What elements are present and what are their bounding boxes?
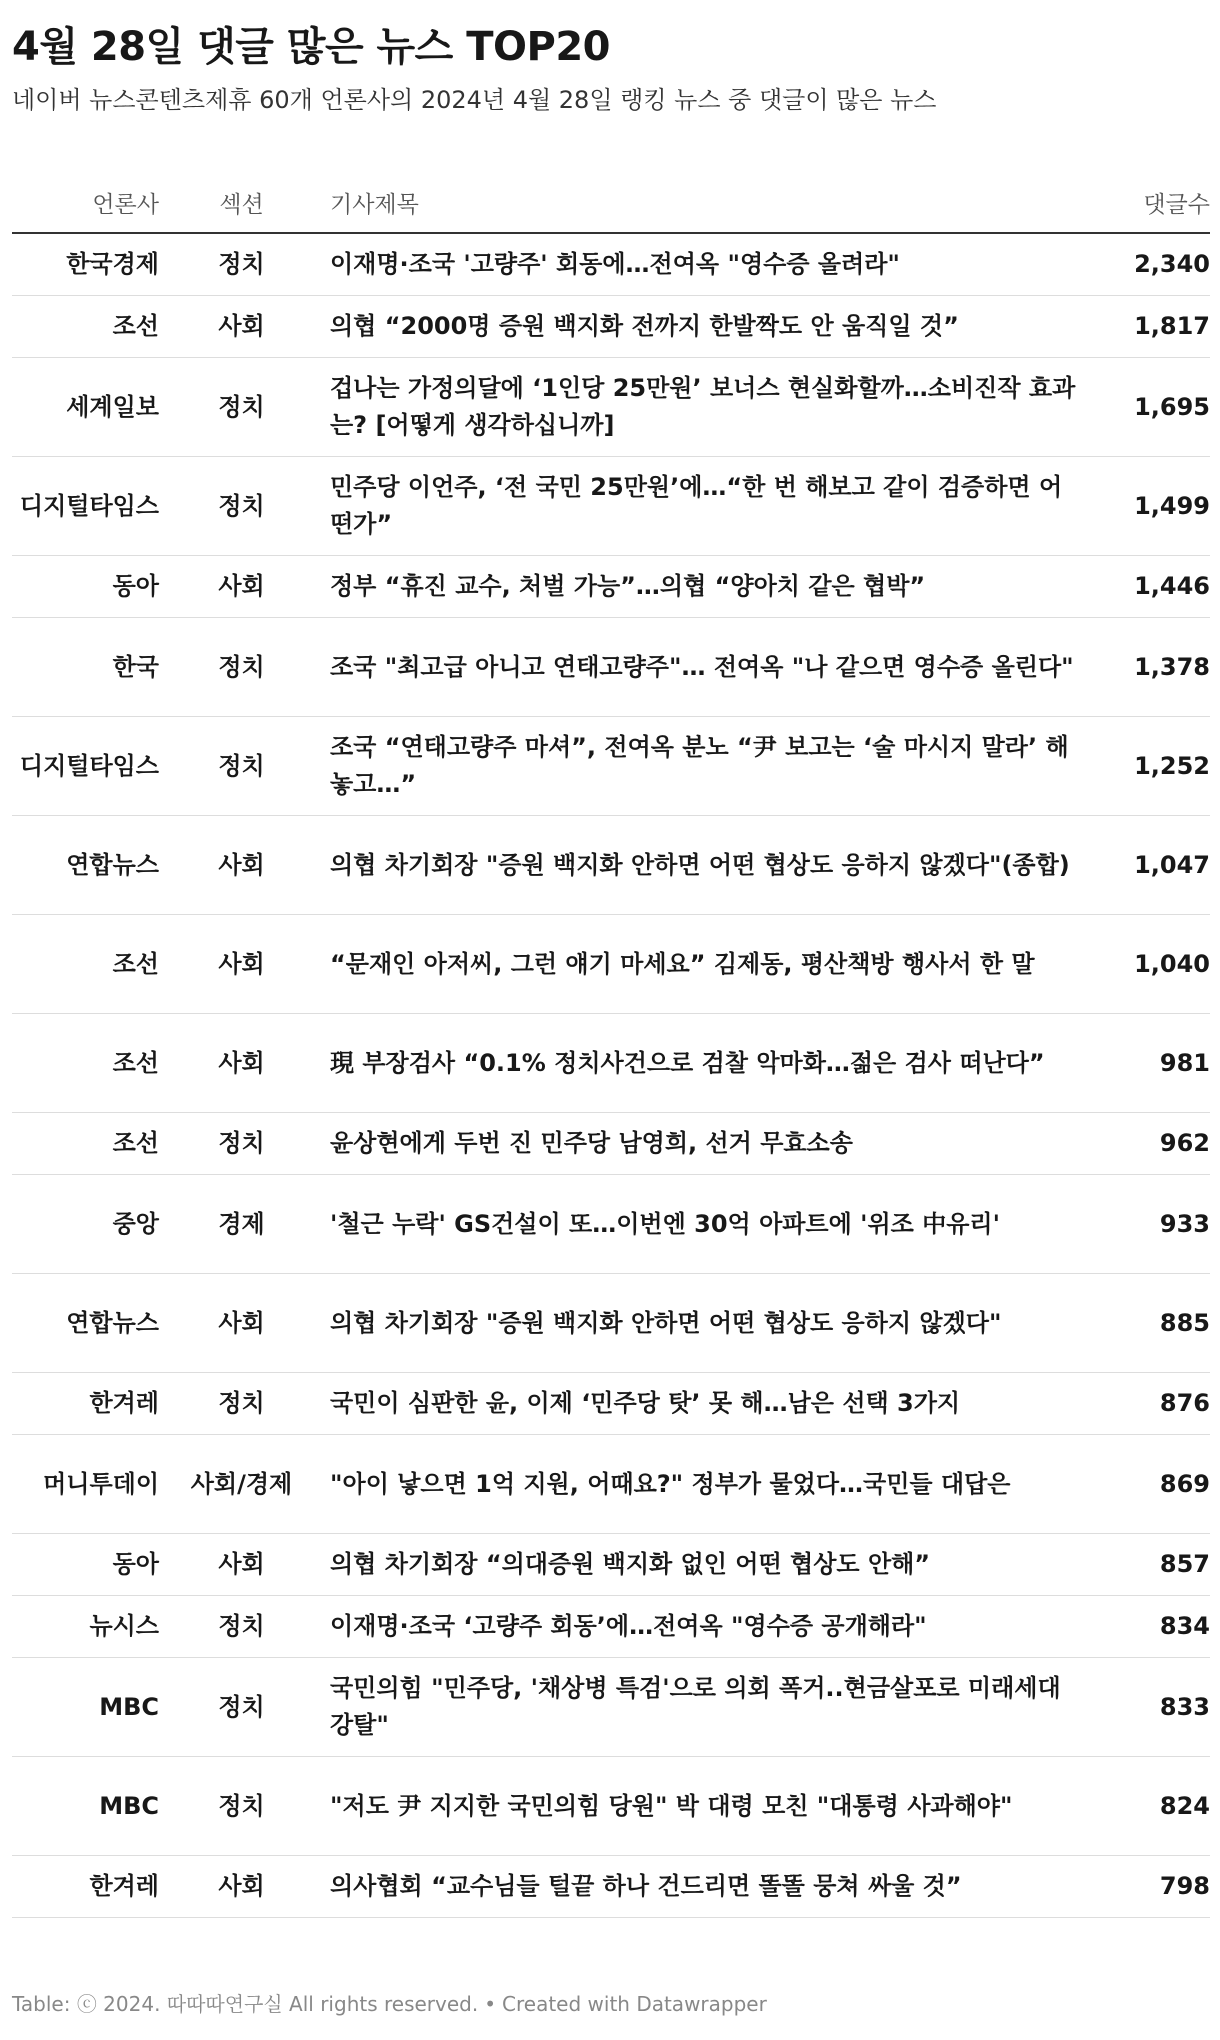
cell-outlet: 머니투데이 (12, 1435, 159, 1534)
cell-outlet: 뉴시스 (12, 1596, 159, 1658)
cell-section: 정치 (159, 233, 324, 296)
cell-outlet: 중앙 (12, 1175, 159, 1274)
cell-title: 조국 "최고급 아니고 연태고량주"… 전여옥 "나 같으면 영수증 올린다" (324, 618, 1094, 717)
cell-title: 의협 차기회장 "증원 백지화 안하면 어떤 협상도 응하지 않겠다"(종합) (324, 816, 1094, 915)
page-title: 4월 28일 댓글 많은 뉴스 TOP20 (12, 24, 611, 70)
cell-section: 사회 (159, 1014, 324, 1113)
cell-comments: 834 (1094, 1596, 1210, 1658)
table-row (12, 717, 1210, 816)
page-container (12, 0, 1210, 1918)
cell-section: 정치 (159, 358, 324, 457)
cell-outlet: 한국 (12, 618, 159, 717)
cell-section: 정치 (159, 1373, 324, 1435)
cell-title: 이재명·조국 ‘고량주 회동’에…전여옥 "영수증 공개해라" (324, 1596, 1094, 1658)
table-row (12, 358, 1210, 457)
cell-section: 정치 (159, 717, 324, 816)
cell-outlet: 동아 (12, 1534, 159, 1596)
cell-section: 정치 (159, 457, 324, 556)
column-header-outlet[interactable]: 언론사 (12, 172, 159, 233)
column-header-title[interactable]: 기사제목 (324, 172, 1094, 233)
cell-outlet: 디지털타임스 (12, 457, 159, 556)
cell-outlet: 한국경제 (12, 233, 159, 296)
cell-title: 정부 “휴진 교수, 처벌 가능”…의협 “양아치 같은 협박” (324, 556, 1094, 618)
cell-section: 사회 (159, 1274, 324, 1373)
cell-comments: 876 (1094, 1373, 1210, 1435)
table-row (12, 1175, 1210, 1274)
table-row (12, 1435, 1210, 1534)
cell-title: 민주당 이언주, ‘전 국민 25만원’에…“한 번 해보고 같이 검증하면 어떤가” (324, 457, 1094, 556)
cell-section: 정치 (159, 618, 324, 717)
cell-title: '철근 누락' GS건설이 또…이번엔 30억 아파트에 '위조 中유리' (324, 1175, 1094, 1274)
cell-title: 의협 차기회장 "증원 백지화 안하면 어떤 협상도 응하지 않겠다" (324, 1274, 1094, 1373)
cell-comments: 857 (1094, 1534, 1210, 1596)
footer (12, 1990, 767, 2018)
cell-title: “문재인 아저씨, 그런 얘기 마세요” 김제동, 평산책방 행사서 한 말 (324, 915, 1094, 1014)
cell-comments: 962 (1094, 1113, 1210, 1175)
cell-outlet: 조선 (12, 915, 159, 1014)
cell-section: 정치 (159, 1757, 324, 1856)
cell-comments: 1,252 (1094, 717, 1210, 816)
cell-title: 의사협회 “교수님들 털끝 하나 건드리면 똘똘 뭉쳐 싸울 것” (324, 1856, 1094, 1918)
cell-comments: 981 (1094, 1014, 1210, 1113)
cell-title: 조국 “연태고량주 마셔”, 전여옥 분노 “尹 보고는 ‘술 마시지 말라’ 해놓고…” (324, 717, 1094, 816)
cell-section: 경제 (159, 1175, 324, 1274)
cell-outlet: 조선 (12, 296, 159, 358)
cell-comments: 1,378 (1094, 618, 1210, 717)
cell-section: 정치 (159, 1113, 324, 1175)
cell-title: 국민의힘 "민주당, '채상병 특검'으로 의회 폭거..현금살포로 미래세대 강탈" (324, 1658, 1094, 1757)
cell-comments: 798 (1094, 1856, 1210, 1918)
cell-section: 정치 (159, 1658, 324, 1757)
cell-outlet: 조선 (12, 1113, 159, 1175)
table-row (12, 1373, 1210, 1435)
cell-title: 의협 차기회장 “의대증원 백지화 없인 어떤 협상도 안해” (324, 1534, 1094, 1596)
table-row (12, 816, 1210, 915)
cell-comments: 869 (1094, 1435, 1210, 1534)
footer-separator: • (484, 1992, 497, 2016)
column-header-comments[interactable]: 댓글수 (1094, 172, 1210, 233)
cell-section: 사회 (159, 556, 324, 618)
page-subtitle: 네이버 뉴스콘텐츠제휴 60개 언론사의 2024년 4월 28일 랭킹 뉴스 중 댓글이 많은 뉴스 (12, 86, 937, 114)
table-row (12, 1534, 1210, 1596)
footer-source: Table: ⓒ 2024. 따따따연구실 All rights reserved. (12, 1992, 479, 2016)
footer-credit-link[interactable]: Created with Datawrapper (502, 1992, 767, 2016)
cell-title: 의협 “2000명 증원 백지화 전까지 한발짝도 안 움직일 것” (324, 296, 1094, 358)
table-row (12, 915, 1210, 1014)
cell-outlet: 세계일보 (12, 358, 159, 457)
cell-outlet: 동아 (12, 556, 159, 618)
table-row (12, 618, 1210, 717)
cell-section: 사회 (159, 296, 324, 358)
cell-comments: 933 (1094, 1175, 1210, 1274)
table-row (12, 1113, 1210, 1175)
cell-comments: 1,040 (1094, 915, 1210, 1014)
cell-outlet: MBC (12, 1757, 159, 1856)
cell-title: 現 부장검사 “0.1% 정치사건으로 검찰 악마화…젊은 검사 떠난다” (324, 1014, 1094, 1113)
cell-section: 사회 (159, 1856, 324, 1918)
cell-outlet: 한겨레 (12, 1373, 159, 1435)
cell-comments: 1,817 (1094, 296, 1210, 358)
cell-section: 사회/경제 (159, 1435, 324, 1534)
table-row (12, 1274, 1210, 1373)
cell-section: 사회 (159, 1534, 324, 1596)
cell-outlet: 연합뉴스 (12, 1274, 159, 1373)
table-row (12, 296, 1210, 358)
cell-section: 사회 (159, 816, 324, 915)
cell-title: 겁나는 가정의달에 ‘1인당 25만원’ 보너스 현실화할까…소비진작 효과는? [어떻게 생각하십니까] (324, 358, 1094, 457)
cell-comments: 1,446 (1094, 556, 1210, 618)
cell-section: 정치 (159, 1596, 324, 1658)
table-row (12, 1658, 1210, 1757)
cell-comments: 833 (1094, 1658, 1210, 1757)
table-row (12, 556, 1210, 618)
cell-comments: 1,047 (1094, 816, 1210, 915)
cell-comments: 885 (1094, 1274, 1210, 1373)
table-row (12, 233, 1210, 296)
table-row (12, 1596, 1210, 1658)
cell-outlet: MBC (12, 1658, 159, 1757)
table-header-row (12, 172, 1210, 233)
cell-comments: 1,499 (1094, 457, 1210, 556)
cell-outlet: 연합뉴스 (12, 816, 159, 915)
table-row (12, 1757, 1210, 1856)
cell-comments: 824 (1094, 1757, 1210, 1856)
cell-section: 사회 (159, 915, 324, 1014)
cell-comments: 1,695 (1094, 358, 1210, 457)
cell-comments: 2,340 (1094, 233, 1210, 296)
cell-outlet: 한겨레 (12, 1856, 159, 1918)
cell-outlet: 조선 (12, 1014, 159, 1113)
column-header-section[interactable]: 섹션 (159, 172, 324, 233)
cell-title: "저도 尹 지지한 국민의힘 당원" 박 대령 모친 "대통령 사과해야" (324, 1757, 1094, 1856)
cell-title: 이재명·조국 '고량주' 회동에…전여옥 "영수증 올려라" (324, 233, 1094, 296)
cell-title: "아이 낳으면 1억 지원, 어때요?" 정부가 물었다…국민들 대답은 (324, 1435, 1094, 1534)
table-row (12, 1014, 1210, 1113)
cell-title: 윤상현에게 두번 진 민주당 남영희, 선거 무효소송 (324, 1113, 1094, 1175)
table-row (12, 457, 1210, 556)
cell-outlet: 디지털타임스 (12, 717, 159, 816)
table-row (12, 1856, 1210, 1918)
news-table (12, 172, 1210, 1918)
cell-title: 국민이 심판한 윤, 이제 ‘민주당 탓’ 못 해…남은 선택 3가지 (324, 1373, 1094, 1435)
